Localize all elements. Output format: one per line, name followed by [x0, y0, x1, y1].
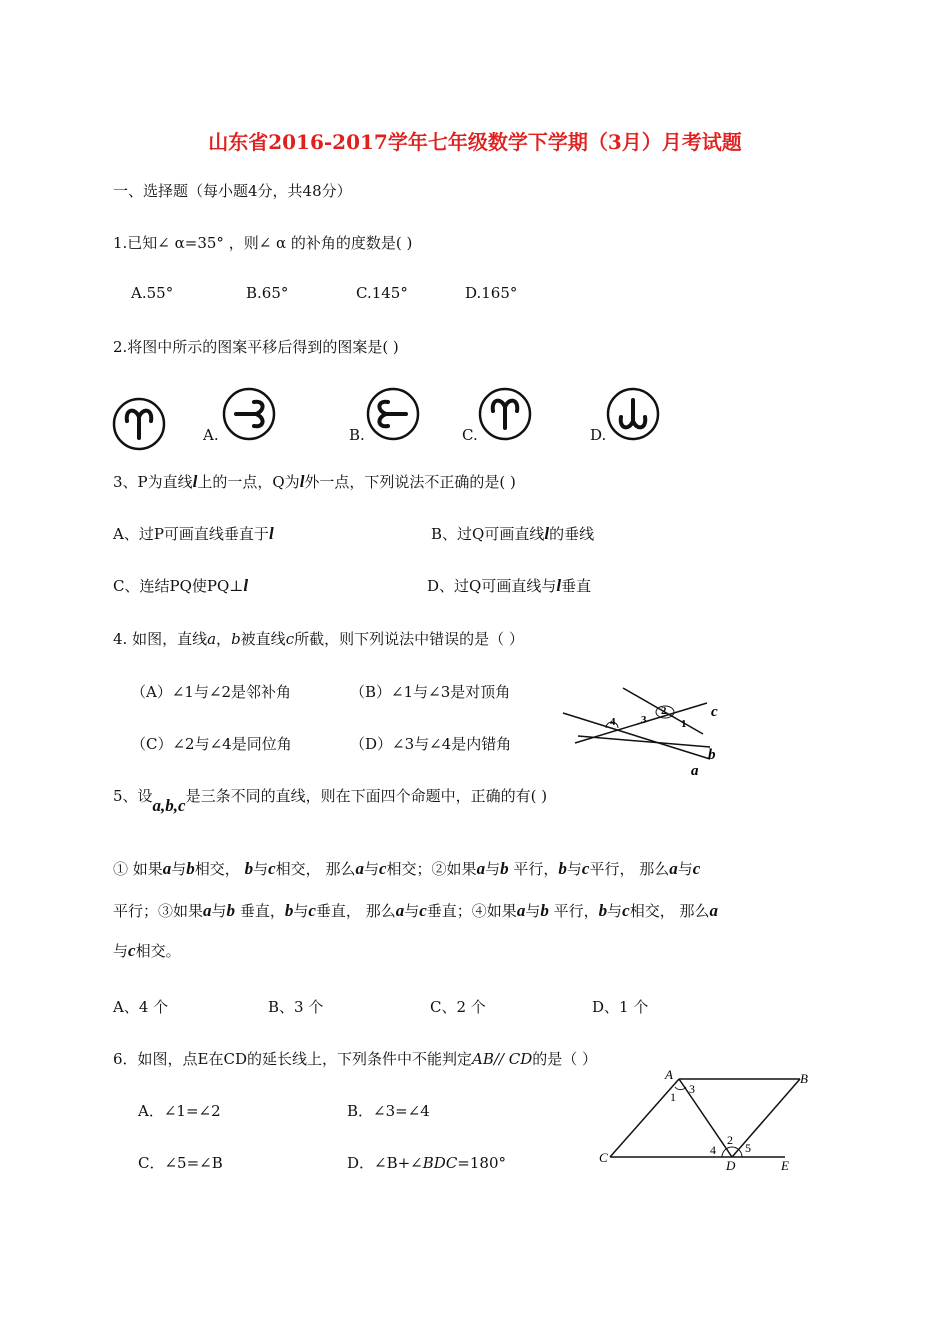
- q3-option-c: C、连结PQ使PQ⊥l: [113, 576, 249, 595]
- q4-label-1: 1: [681, 718, 687, 730]
- q2-stem: 2.将图中所示的图案平移后得到的图案是( ): [113, 338, 399, 356]
- q6-label-1: 1: [670, 1090, 676, 1104]
- q5-line-1: ① 如果a与b相交， b与c相交， 那么a与c相交；②如果a与b 平行，b与c平行， 那么a与c: [113, 859, 701, 878]
- q5-option-b: B、3 个: [268, 998, 324, 1016]
- q1-option-c: C.145°: [356, 284, 408, 302]
- q6-option-c: C．∠5=∠B: [138, 1154, 223, 1172]
- section-heading: 一、选择题（每小题4分，共48分）: [113, 182, 352, 200]
- q6-option-a: A．∠1=∠2: [138, 1102, 221, 1120]
- q5-option-c: C、2 个: [430, 998, 486, 1016]
- q4-option-c: （C）∠2与∠4是同位角: [131, 735, 292, 753]
- q3-stem: 3、P为直线l上的一点，Q为l外一点，下列说法不正确的是( ): [113, 472, 516, 491]
- q1-option-b: B.65°: [246, 284, 289, 302]
- q6-label-5: 5: [745, 1141, 751, 1155]
- q6-label-2: 2: [727, 1133, 733, 1147]
- q1-stem: 1.已知∠ α=35° ，则∠ α 的补角的度数是( ): [113, 234, 413, 252]
- q6-stem: 6．如图，点E在CD的延长线上，下列条件中不能判定AB// CD的是（ ）: [113, 1050, 598, 1068]
- q4-option-d: （D）∠3与∠4是内错角: [350, 735, 512, 753]
- q6-label-b: B: [800, 1071, 808, 1086]
- q6-label-d: D: [726, 1158, 736, 1173]
- q6-label-c: C: [599, 1150, 608, 1165]
- q2-option-a-pattern: [220, 385, 280, 445]
- q2-option-c-pattern: [476, 385, 536, 445]
- q6-line-ad: [679, 1079, 732, 1157]
- q2-option-b-label: B.: [349, 426, 365, 444]
- q6-option-d: D．∠B+∠BDC=180°: [347, 1154, 506, 1172]
- q5-option-a: A、4 个: [113, 998, 169, 1016]
- q4-option-a: （A）∠1与∠2是邻补角: [131, 683, 292, 701]
- q2-option-a-label: A.: [203, 426, 219, 444]
- q6-label-e: E: [781, 1158, 789, 1173]
- q4-label-b: b: [708, 747, 716, 763]
- q6-line-ac: [610, 1079, 679, 1157]
- q6-label-a: A: [665, 1067, 673, 1082]
- q4-option-b: （B）∠1与∠3是对顶角: [350, 683, 511, 701]
- q4-label-c: c: [711, 704, 718, 720]
- q5-option-d: D、1 个: [592, 998, 649, 1016]
- q6-option-b: B．∠3=∠4: [347, 1102, 430, 1120]
- q6-line-bd: [732, 1079, 800, 1157]
- q3-option-d: D、过Q可画直线与l垂直: [427, 576, 592, 595]
- q1-option-d: D.165°: [465, 284, 518, 302]
- q4-label-2: 2: [661, 705, 667, 717]
- q3-option-a: A、过P可画直线垂直于l: [113, 524, 274, 543]
- q2-option-b-pattern: [364, 385, 424, 445]
- q2-option-c-label: C.: [462, 426, 478, 444]
- q5-line-3: 与c相交。: [113, 941, 181, 960]
- page-title: 山东省2016-2017学年七年级数学下学期（3月）月考试题: [208, 130, 742, 154]
- q6-figure: [595, 1065, 820, 1175]
- q4-figure: [555, 680, 735, 780]
- q2-original-pattern: [110, 395, 170, 455]
- q6-label-4: 4: [710, 1143, 716, 1157]
- q4-label-3: 3: [641, 714, 647, 726]
- q4-stem: 4. 如图，直线a，b被直线c所截，则下列说法中错误的是（ ）: [113, 630, 524, 648]
- q4-label-a: a: [691, 763, 699, 779]
- q6-label-3: 3: [689, 1082, 695, 1096]
- q1-option-a: A.55°: [131, 284, 174, 302]
- q5-stem: 5、设a,b,c是三条不同的直线，则在下面四个命题中，正确的有( ): [113, 787, 548, 815]
- q4-label-4: 4: [610, 716, 616, 728]
- q2-option-d-pattern: [604, 385, 664, 445]
- q2-option-d-label: D.: [590, 426, 607, 444]
- q3-option-b: B、过Q可画直线l的垂线: [431, 524, 595, 543]
- q5-line-2: 平行；③如果a与b 垂直，b与c垂直， 那么a与c垂直；④如果a与b 平行，b与c相交， 那么a: [113, 901, 718, 920]
